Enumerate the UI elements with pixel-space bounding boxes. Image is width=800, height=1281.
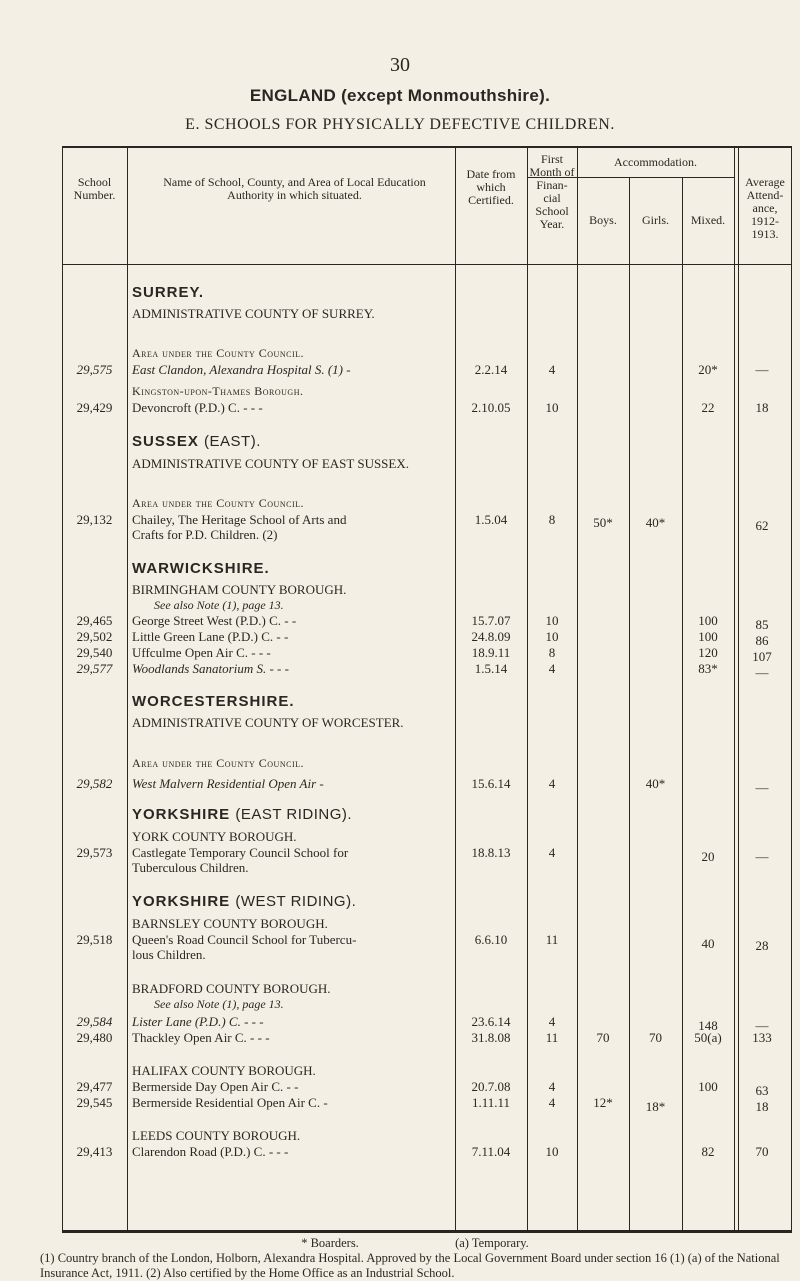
header-school-number: School Number. [73,175,116,202]
note [132,997,284,1012]
first-month: 4 [548,1095,556,1110]
school-name-continued: Crafts for P.D. Children. (2) [132,527,278,542]
average: — [755,665,769,680]
girls: 40* [645,515,666,530]
average: 18 [755,400,769,415]
note-text: See also Note (1), page 13. [154,997,284,1011]
school-name: Devoncroft (P.D.) C. - - - [132,400,263,415]
mixed: 83* [698,661,718,676]
header-girls: Girls. [642,213,669,227]
col-rule [127,146,128,1232]
first-month: 11 [545,932,559,947]
first-month: 4 [548,776,556,791]
school-number: 29,477 [76,1079,113,1094]
authority-heading: YORK COUNTY BOROUGH. [132,829,297,844]
col-rule [577,146,578,1232]
first-month: 10 [545,400,559,415]
mixed: 100 [698,1079,718,1094]
school-number: 29,545 [76,1095,113,1110]
first-month: 4 [548,845,556,860]
mixed: 120 [698,645,718,660]
county-heading [132,806,352,823]
col-rule [738,146,739,1232]
header-average: Average Attend-ance, 1912-1913. [745,175,785,241]
footnote-notes: (1) Country branch of the London, Holborn, Alexandra Hospital. Approved by the Local Government Board under section 16 (1) (a) of the National Insurance Act, 1911. (2) Also certified by the Home Office as an Industrial School. [40,1251,780,1280]
school-name: Clarendon Road (P.D.) C. - - - [132,1144,289,1159]
county-name: YORKSHIRE [132,893,231,910]
authority-heading: BRADFORD COUNTY BOROUGH. [132,981,331,996]
date-certified: 1.5.04 [474,512,508,527]
page-title: ENGLAND (except Monmouthshire). [249,86,551,105]
schools-table [62,146,792,1235]
county-heading: WORCESTERSHIRE. [132,693,295,710]
average: — [755,1018,769,1033]
date-certified: 31.8.08 [471,1030,511,1045]
first-month: 11 [545,1030,559,1045]
county-name: YORKSHIRE [132,806,231,823]
date-certified: 15.7.07 [471,613,511,628]
county-heading: SURREY. [132,284,205,301]
col-rule [629,177,630,1232]
school-name: Bermerside Day Open Air C. - - [132,1079,299,1094]
mixed: 148 [698,1018,718,1033]
school-name: Thackley Open Air C. - - - [132,1030,270,1045]
authority-heading: Kingston-upon-Thames Borough. [132,384,304,398]
first-month: 10 [545,1144,559,1159]
average: 70 [755,1144,769,1159]
col-rule [527,146,528,1232]
date-certified: 23.6.14 [471,1014,511,1029]
mixed: 50(a) [694,1030,722,1045]
average: 18 [755,1099,769,1114]
average: 62 [755,518,769,533]
col-rule [682,177,683,1232]
col-rule [734,146,735,1232]
school-name: Queen's Road Council School for Tubercu- [132,932,357,947]
school-name: East Clandon, Alexandra Hospital S. (1) - [132,362,351,377]
school-number: 29,584 [76,1014,113,1029]
average: 107 [752,649,772,664]
authority-heading: ADMINISTRATIVE COUNTY OF WORCESTER. [132,715,404,730]
col-rule [455,146,456,1232]
average: 85 [755,617,769,632]
school-name: Woodlands Sanatorium S. - - - [132,661,289,676]
date-certified: 18.8.13 [471,845,511,860]
average: 63 [755,1083,769,1098]
school-number: 29,480 [76,1030,113,1045]
first-month: 10 [545,613,559,628]
mixed: 20* [698,362,718,377]
boys: 70 [596,1030,610,1045]
boys: 50* [593,515,613,530]
school-number: 29,573 [76,845,113,860]
mixed: 40 [701,936,715,951]
school-number: 29,132 [76,512,113,527]
date-certified: 2.2.14 [474,362,508,377]
date-certified: 1.11.11 [471,1095,511,1110]
area-heading: Area under the County Council. [132,346,304,360]
county-heading [132,893,356,910]
mixed: 20 [701,849,715,864]
school-name: West Malvern Residential Open Air - [132,776,324,791]
footnotes [40,1236,790,1281]
footnote-legend [40,1236,790,1251]
col-rule [791,146,792,1232]
county-heading: WARWICKSHIRE. [132,560,270,577]
authority-heading: ADMINISTRATIVE COUNTY OF EAST SUSSEX. [132,456,409,471]
date-certified: 7.11.04 [471,1144,511,1159]
note [132,598,284,613]
average: — [755,849,769,864]
county-suffix: (EAST RIDING). [235,806,353,823]
school-name-continued: Tuberculous Children. [132,860,249,875]
school-number: 29,518 [76,932,113,947]
school-number: 29,540 [76,645,113,660]
authority-heading: HALIFAX COUNTY BOROUGH. [132,1063,316,1078]
school-number: 29,502 [76,629,113,644]
authority-heading: BARNSLEY COUNTY BOROUGH. [132,916,328,931]
header-boys: Boys. [589,213,617,227]
average: 28 [755,938,769,953]
area-heading: Area under the County Council. [132,756,304,770]
county-suffix: (WEST RIDING). [235,893,357,910]
date-certified: 1.5.14 [474,661,508,676]
header-accommodation: Accommodation. [614,155,697,169]
mixed: 100 [698,613,718,628]
average: — [755,362,769,377]
school-number: 29,429 [76,400,113,415]
page-subtitle: E. SCHOOLS FOR PHYSICALLY DEFECTIVE CHILDREN. [185,116,615,133]
school-name: Castlegate Temporary Council School for [132,845,349,860]
school-name: Bermerside Residential Open Air C. - [132,1095,328,1110]
date-certified: 18.9.11 [471,645,511,660]
average: — [755,780,769,795]
county-name: SUSSEX [132,433,199,450]
school-number: 29,582 [76,776,113,791]
footnote-boarders: * Boarders. [301,1236,359,1250]
girls: 70 [649,1030,662,1045]
school-name: Uffculme Open Air C. - - - [132,645,271,660]
footnote-temporary: (a) Temporary. [455,1236,529,1250]
date-certified: 15.6.14 [471,776,511,791]
county-heading [132,433,261,450]
county-suffix: (EAST). [204,433,261,450]
date-certified: 6.6.10 [474,932,508,947]
school-number: 29,577 [76,661,113,676]
school-name: Chailey, The Heritage School of Arts and [132,512,347,527]
school-name-continued: lous Children. [132,947,206,962]
school-name: Little Green Lane (P.D.) C. - - [132,629,289,644]
girls: 40* [645,776,666,791]
authority-heading: LEEDS COUNTY BOROUGH. [132,1128,301,1143]
date-certified: 24.8.09 [471,629,511,644]
note-text: See also Note (1), page 13. [154,598,284,612]
first-month: 4 [548,1079,556,1094]
first-month: 8 [548,645,556,660]
average: 86 [755,633,769,648]
boys: 12* [593,1095,613,1110]
first-month: 10 [545,629,559,644]
school-name: George Street West (P.D.) C. - - [132,613,297,628]
page-number: 30 [390,54,410,76]
girls: 18* [645,1099,666,1114]
area-heading: Area under the County Council. [132,496,304,510]
mixed: 22 [701,400,715,415]
first-month: 4 [548,362,556,377]
date-certified: 2.10.05 [471,400,511,415]
first-month: 4 [548,661,556,676]
mixed: 100 [698,629,718,644]
header-date: Date from which Certified. [466,167,516,207]
school-number: 29,465 [76,613,113,628]
mixed: 82 [701,1144,715,1159]
table-top-rule [62,146,792,148]
school-number: 29,575 [76,362,113,377]
header-name: Name of School, County, and Area of Local Education Authority in which situated. [163,175,426,202]
first-month: 4 [548,1014,556,1029]
header-first-month: First Month of Finan-cial School Year. [529,152,575,231]
header-mixed: Mixed. [690,213,726,227]
authority-heading: BIRMINGHAM COUNTY BOROUGH. [132,582,347,597]
date-certified: 20.7.08 [471,1079,511,1094]
average: 133 [752,1030,772,1045]
school-name: Lister Lane (P.D.) C. - - - [132,1014,264,1029]
col-rule [62,146,63,1232]
first-month: 8 [548,512,556,527]
authority-heading: ADMINISTRATIVE COUNTY OF SURREY. [132,306,375,321]
school-number: 29,413 [76,1144,113,1159]
